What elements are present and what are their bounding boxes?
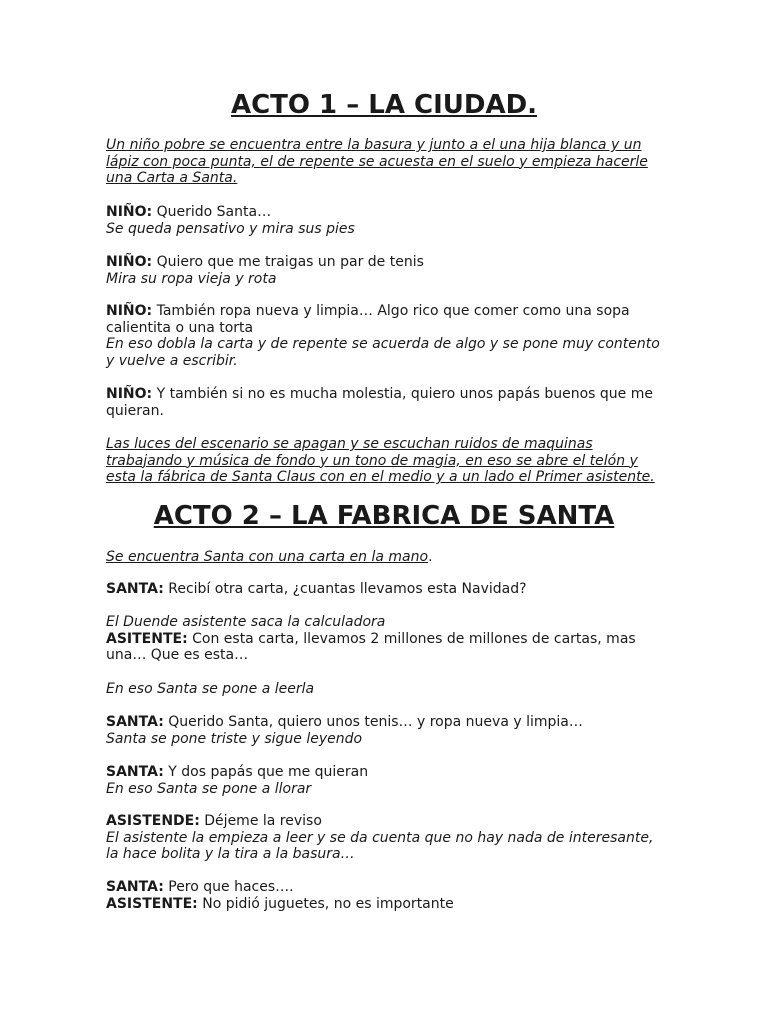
- dialogue: No pidió juguetes, no es importante: [202, 895, 454, 912]
- act1-line-1: [106, 204, 666, 237]
- speaker: ASISTENDE:: [106, 813, 200, 829]
- stage-direction: Santa se pone triste y sigue leyendo: [106, 730, 363, 747]
- stage-direction: En eso Santa se pone a llorar: [106, 780, 312, 797]
- dialogue: Y también si no es mucha molestia, quiero unos papás buenos que me quieran.: [106, 386, 653, 419]
- dialogue: Y dos papás que me quieran: [168, 764, 369, 780]
- intro-period: .: [428, 549, 433, 565]
- act1-title: ACTO 1 – LA CIUDAD.: [230, 90, 538, 120]
- speaker: NIÑO:: [106, 204, 153, 220]
- intro-text: Se encuentra Santa con una carta en la mano: [106, 549, 429, 565]
- dialogue: Querido Santa…: [156, 204, 272, 220]
- speaker: NIÑO:: [106, 254, 153, 270]
- speaker: SANTA:: [106, 764, 164, 780]
- dialogue: Pero que haces….: [168, 879, 294, 895]
- act1-intro: Un niño pobre se encuentra entre la basura y junto a el una hija blanca y un lápiz con poca punta, el de repente se acuesta en el suelo y empieza hacerle una Carta a Santa.: [106, 137, 648, 187]
- speaker: ASITENTE:: [106, 630, 188, 647]
- dialogue: Déjeme la reviso: [204, 813, 322, 829]
- dialogue: También ropa nueva y limpia… Algo rico que comer como una sopa calientita o una torta: [106, 303, 630, 336]
- speaker: NIÑO:: [106, 303, 153, 319]
- act1-outro: Las luces del escenario se apagan y se escuchan ruidos de maquinas trabajando y música de fondo y un tono de magia, en eso se abre el telón y esta la fábrica de Santa Claus con en el medio y a un lado el Primer asistente.: [106, 436, 655, 486]
- speaker: SANTA:: [106, 879, 164, 895]
- stage-direction: El Duende asistente saca la calculadora: [106, 614, 386, 630]
- act2-block-2: [106, 614, 666, 664]
- dialogue: Quiero que me traigas un par de tenis: [156, 254, 424, 270]
- dialogue: Con esta carta, llevamos 2 millones de millones de cartas, mas una… Que es esta…: [106, 630, 636, 664]
- speaker: SANTA:: [106, 714, 164, 730]
- act2-block-4: [106, 714, 666, 747]
- act1-line-3: [106, 303, 666, 369]
- act2-line-santa-1: [106, 581, 666, 598]
- dialogue: Querido Santa, quiero unos tenis… y ropa nueva y limpia…: [168, 714, 583, 730]
- stage-direction: En eso dobla la carta y de repente se acuerda de algo y se pone muy contento y vuelve a escribir.: [106, 336, 660, 369]
- dialogue: Recibí otra carta, ¿cuantas llevamos esta Navidad?: [168, 581, 527, 597]
- speaker: SANTA:: [106, 581, 164, 597]
- speaker: NIÑO:: [106, 386, 153, 402]
- act2-block-7: [106, 879, 666, 912]
- act2-intro: [106, 549, 666, 566]
- act2-title: ACTO 2 – LA FABRICA DE SANTA: [153, 501, 615, 531]
- act1-line-2: [106, 254, 666, 287]
- stage-direction: El asistente la empieza a leer y se da cuenta que no hay nada de interesante, la hace bolita y la tira a la basura…: [106, 829, 654, 863]
- act2-block-6: [106, 813, 666, 863]
- act2-direction-3: En eso Santa se pone a leerla: [106, 681, 315, 697]
- act1-line-4: [106, 386, 666, 419]
- speaker: ASISTENTE:: [106, 895, 198, 912]
- stage-direction: Se queda pensativo y mira sus pies: [106, 220, 355, 237]
- stage-direction: Mira su ropa vieja y rota: [106, 270, 277, 287]
- act2-block-5: [106, 764, 666, 797]
